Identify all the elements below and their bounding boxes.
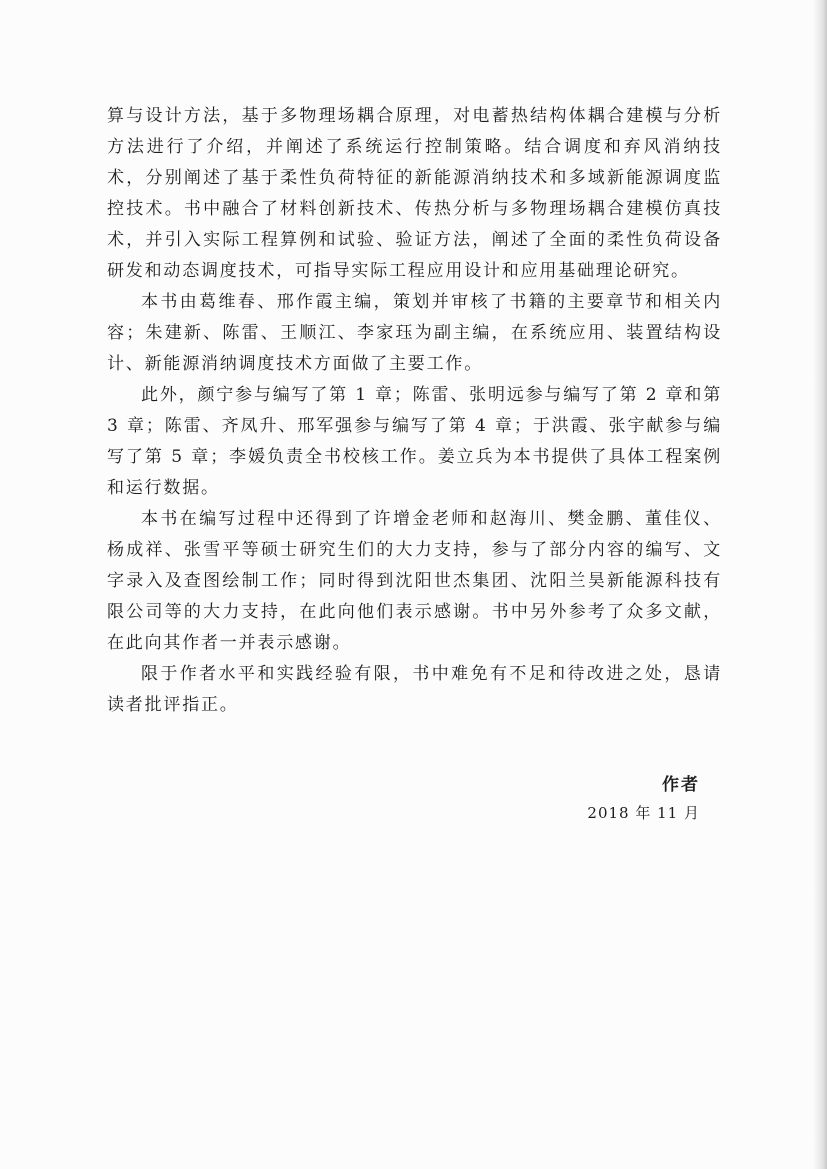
paragraph-editors: 本书由葛维春、邢作霞主编，策划并审核了书籍的主要章节和相关内容；朱建新、陈雷、王顺江、李家珏为副主编，在系统应用、装置结构设计、新能源消纳调度技术方面做了主要工作。 (107, 292, 722, 374)
paragraph-acknowledgements: 本书在编写过程中还得到了许增金老师和赵海川、樊金鹏、董佳仪、杨成祥、张雪平等硕士研究生们的大力支持，参与了部分内容的编写、文字录入及查图绘制工作；同时得到沈阳世杰集团、沈阳兰昊新能源科技有限公司等的大力支持，在此向他们表示感谢。书中另外参考了众多文献，在此向其作者一并表示感谢。 (107, 509, 722, 653)
signature-author: 作者 (662, 775, 700, 795)
page-edge-shadow (813, 0, 827, 1169)
paragraph-continued: 算与设计方法，基于多物理场耦合原理，对电蓄热结构体耦合建模与分析方法进行了介绍，并阐述了系统运行控制策略。结合调度和弃风消纳技术，分别阐述了基于柔性负荷特征的新能源消纳技术和多域新能源调度监控技术。书中融合了材料创新技术、传热分析与多物理场耦合建模仿真技术，并引入实际工程算例和试验、验证方法，阐述了全面的柔性负荷设备研发和动态调度技术，可指导实际工程应用设计和应用基础理论研究。 (107, 106, 722, 281)
signature-date: 2018 年 11 月 (587, 804, 700, 822)
preface-body (107, 101, 722, 721)
paragraph-closing: 限于作者水平和实践经验有限，书中难免有不足和待改进之处，恳请读者批评指正。 (107, 664, 722, 715)
paragraph-chapter-authors: 此外，颜宁参与编写了第 1 章；陈雷、张明远参与编写了第 2 章和第 3 章；陈雷、齐凤升、邢军强参与编写了第 4 章；于洪霞、张宇献参与编写了第 5 章；李媛负责全书校核工作。姜立兵为本书提供了具体工程案例和运行数据。 (107, 385, 722, 498)
